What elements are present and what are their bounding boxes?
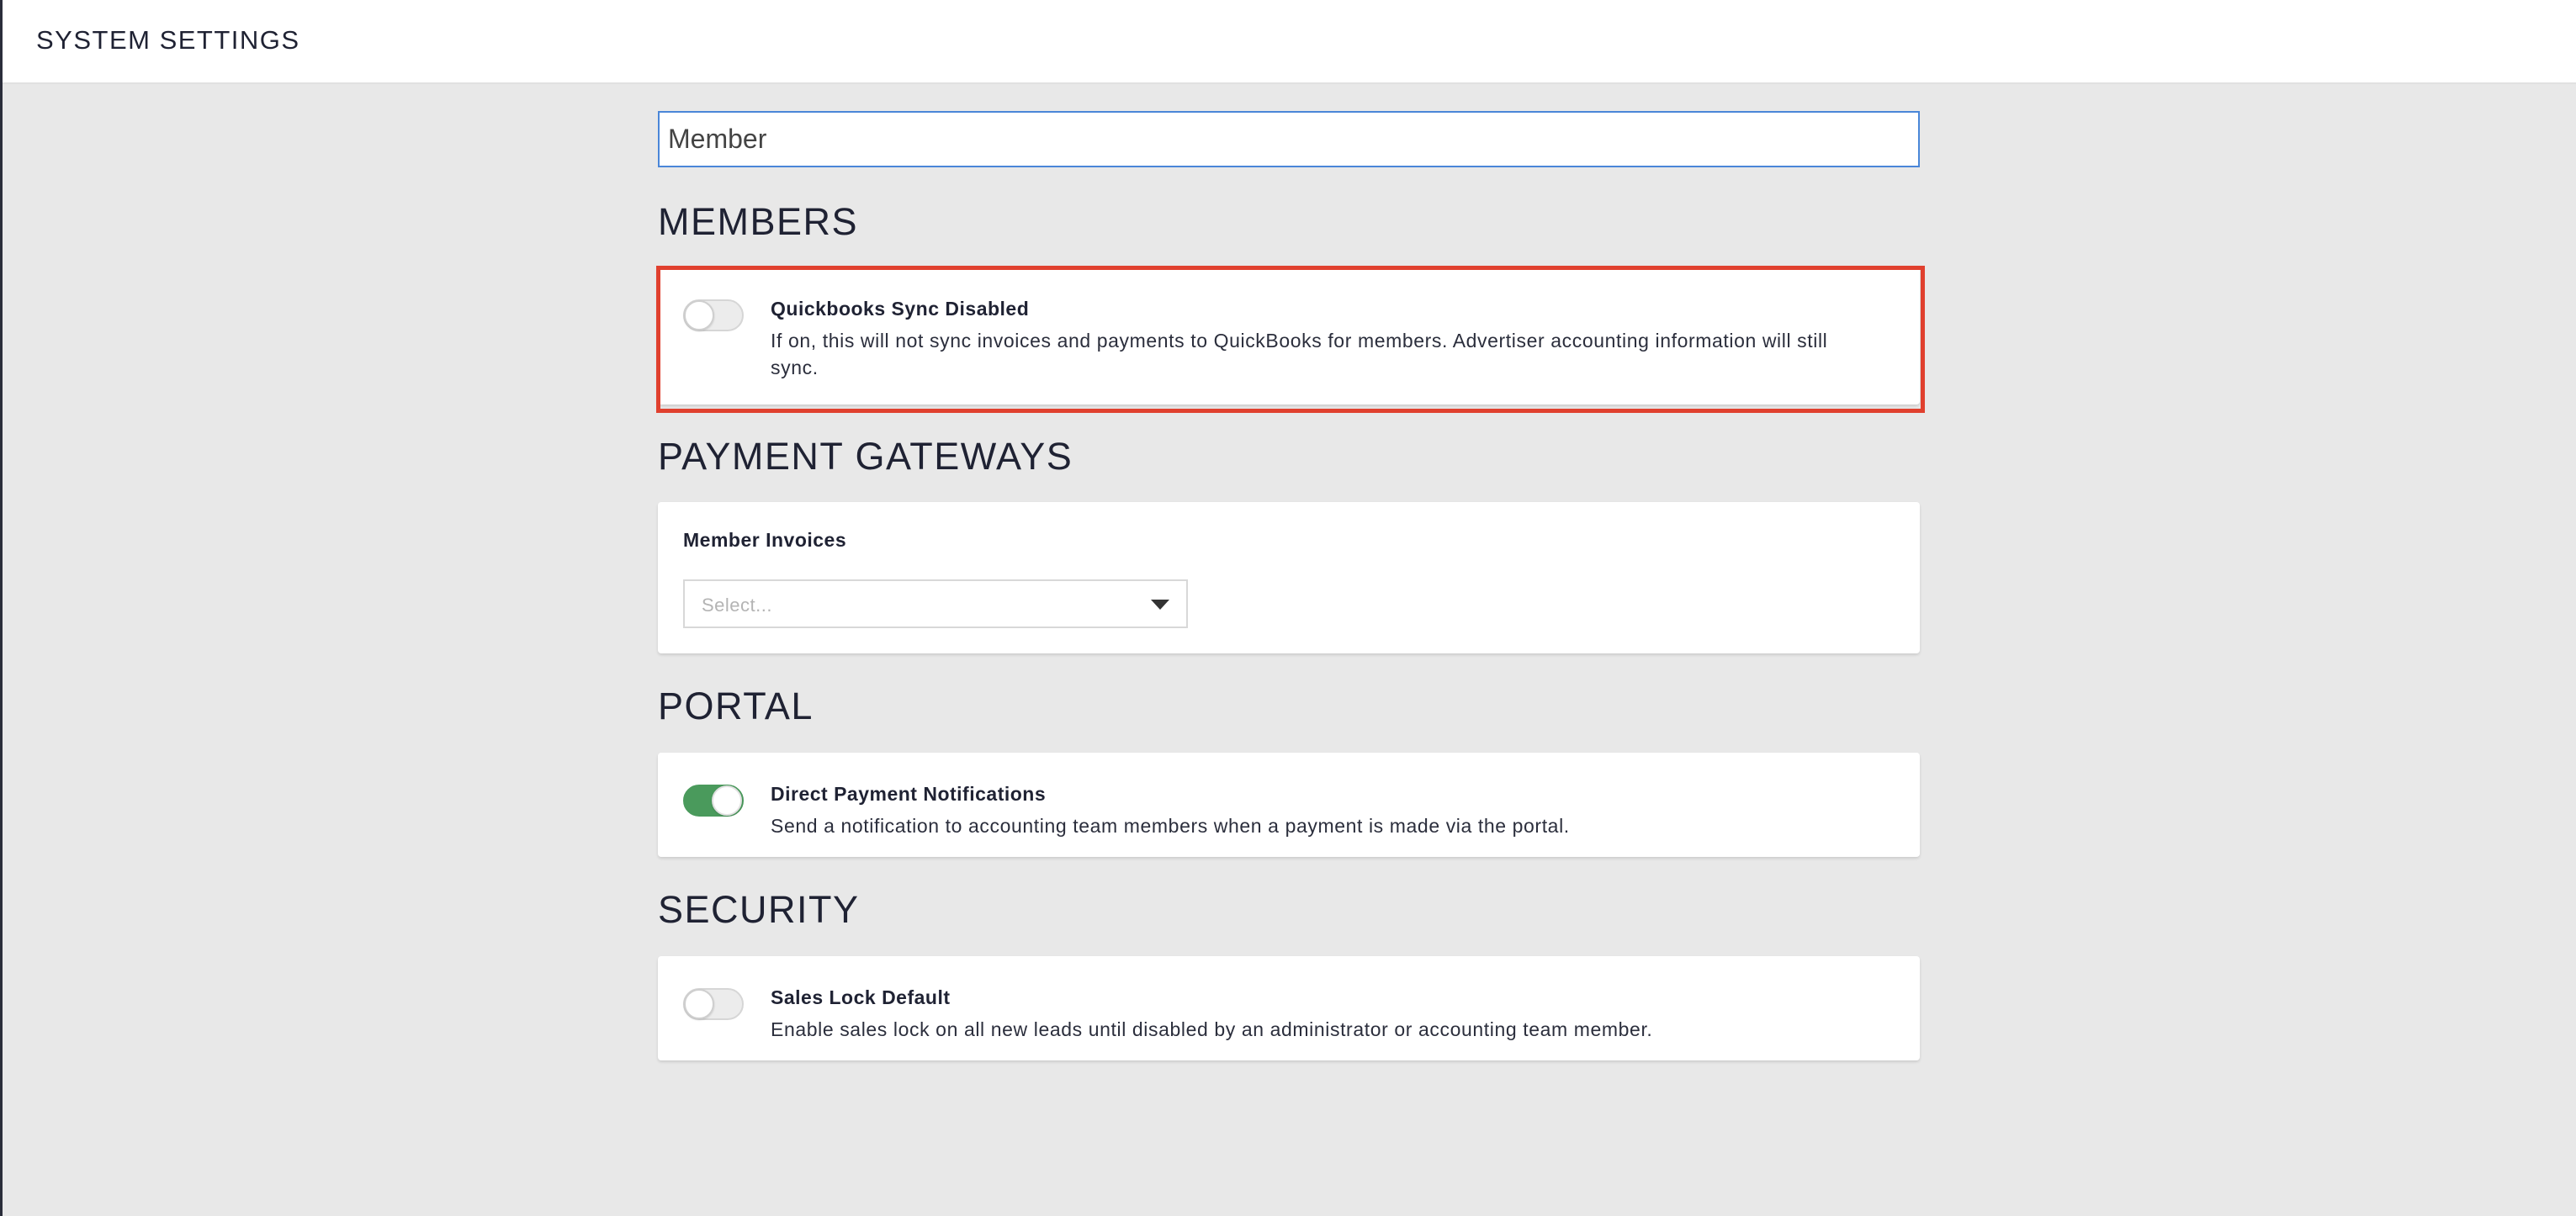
settings-search-input[interactable] — [658, 111, 1920, 167]
setting-card-direct-payment-notifications — [658, 753, 1920, 857]
toggle-knob — [684, 989, 714, 1019]
section-title-security: SECURITY — [658, 888, 860, 931]
chevron-down-icon — [1151, 600, 1169, 610]
toggle-knob — [712, 785, 742, 816]
setting-row-quickbooks-sync — [658, 267, 1920, 406]
page-title: SYSTEM SETTINGS — [36, 25, 300, 55]
setting-card-quickbooks-sync — [658, 267, 1920, 404]
section-title-payment-gateways: PAYMENT GATEWAYS — [658, 435, 1073, 478]
settings-main — [658, 111, 1920, 1060]
setting-description: Enable sales lock on all new leads until disabled by an administrator or accounting team member. — [771, 1018, 1653, 1040]
direct-payment-notifications-toggle[interactable] — [683, 785, 744, 817]
setting-row-direct-payment-notifications — [658, 753, 1920, 864]
setting-label: Member Invoices — [683, 529, 847, 551]
top-bar — [3, 0, 2576, 84]
select-placeholder: Select... — [702, 595, 772, 616]
setting-card-sales-lock-default — [658, 956, 1920, 1060]
setting-description: If on, this will not sync invoices and payments to QuickBooks for members. Advertiser accounting information will still sync. — [771, 330, 1828, 378]
toggle-knob — [684, 300, 714, 330]
setting-label: Direct Payment Notifications — [771, 783, 1047, 805]
setting-label: Quickbooks Sync Disabled — [771, 298, 1030, 320]
setting-label: Sales Lock Default — [771, 986, 951, 1008]
window-left-edge — [0, 0, 3, 1216]
member-invoices-select[interactable] — [683, 579, 1188, 628]
setting-card-member-invoices — [658, 502, 1920, 653]
section-title-members: MEMBERS — [658, 200, 859, 243]
quickbooks-sync-toggle[interactable] — [683, 299, 744, 331]
setting-row-sales-lock-default — [658, 956, 1920, 1068]
sales-lock-default-toggle[interactable] — [683, 988, 744, 1020]
section-title-portal: PORTAL — [658, 685, 814, 727]
setting-description: Send a notification to accounting team members when a payment is made via the portal. — [771, 815, 1570, 837]
